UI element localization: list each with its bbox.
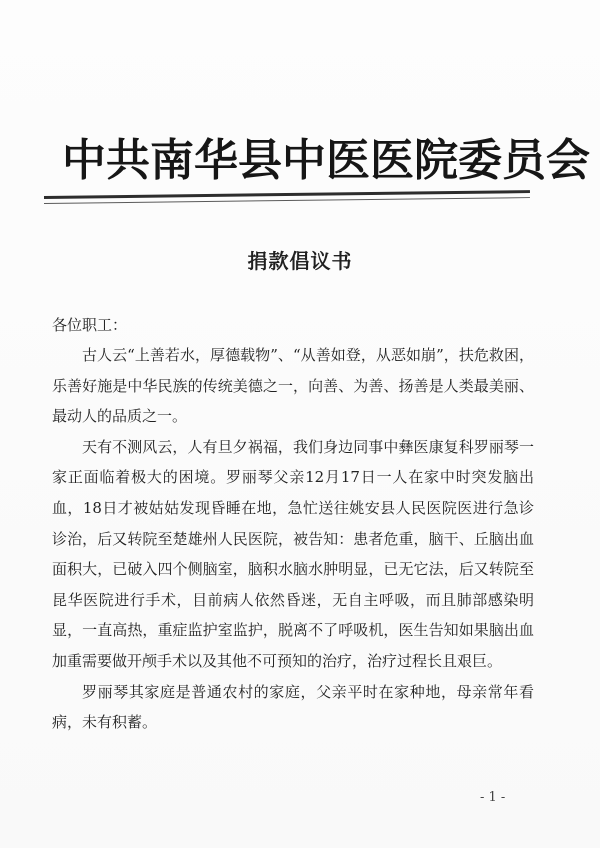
paragraph: 古人云“上善若水，厚德载物”、“从善如登，从恶如崩”，扶危救困，乐善好施是中华民族的传统美德之一，向善、为善、扬善是人类最美丽、最动人的品质之一。 [52, 346, 534, 426]
paragraph: 罗丽琴其家庭是普通农村的家庭，父亲平时在家种地，母亲常年看病，未有积蓄。 [52, 682, 534, 732]
paragraph: 天有不测风云，人有旦夕祸福，我们身边同事中彝医康复科罗丽琴一家正面临着极大的困境。罗丽琴父亲12月17日一人在家中时突发脑出血，18日才被姑姑发现昏睡在地，急忙送往姚安县人民医院医进行急诊诊治，后又转院至楚雄州人民医院，被告知：患者危重，脑干、丘脑出血面积大，已破入四个侧脑室，脑积水脑水肿明显，已无它法，后又转院至昆华医院进行手术，目前病人依然昏迷，无自主呼吸，而且肺部感染明显，一直高热，重症监护室监护，脱离不了呼吸机，医生告知如果脑出血加重需要做开颅手术以及其他不可预知的治疗，治疗过程长且艰巨。 [52, 437, 534, 670]
body-text [52, 340, 534, 738]
page-number: - 1 - [480, 790, 506, 805]
document-title: 捐款倡议书 [247, 249, 353, 273]
salutation: 各位职工： [52, 316, 128, 334]
organization-title: 中共南华县中医医院委员会 [62, 135, 590, 186]
